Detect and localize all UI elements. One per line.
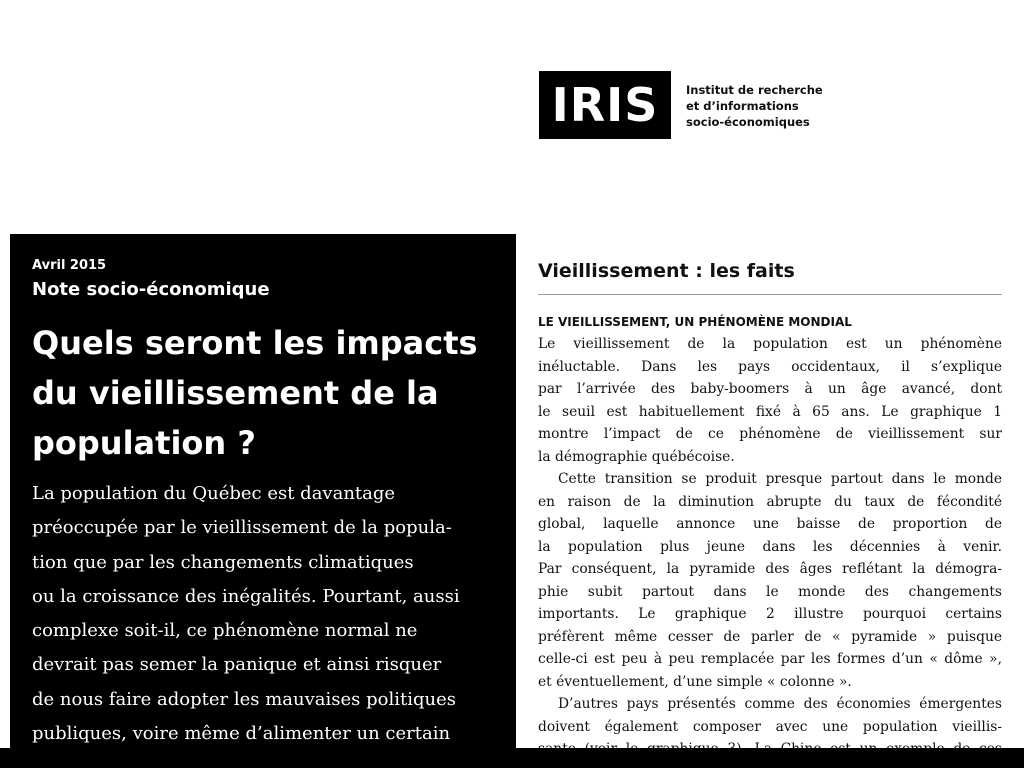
section-divider bbox=[538, 294, 1002, 295]
body-line: doivent également composer avec une population vieillis- bbox=[538, 718, 1002, 735]
body-line: la population plus jeune dans les décennies à venir. bbox=[538, 538, 1002, 555]
lead-line: La population du Québec est davantage bbox=[32, 483, 396, 504]
lead-paragraph bbox=[32, 477, 512, 751]
section-subheading: LE VIEILLISSEMENT, UN PHÉNOMÈNE MONDIAL bbox=[538, 315, 852, 329]
lead-line: devrait pas semer la panique et ainsi risquer bbox=[32, 654, 442, 676]
title-line: du vieillissement de la bbox=[32, 374, 439, 412]
body-line: Le vieillissement de la population est un phénomène bbox=[538, 336, 1002, 352]
body-line: D’autres pays présentés comme des économies émergentes bbox=[558, 696, 1002, 712]
lead-line: tion que par les changements climatiques bbox=[32, 551, 414, 573]
logo-tagline-line: socio-économiques bbox=[686, 115, 810, 129]
body-line: la démographie québécoise. bbox=[538, 448, 735, 465]
body-line: préfèrent même cesser de parler de « pyramide » puisque bbox=[538, 628, 1002, 645]
body-line: phie subit partout dans le monde des changements bbox=[538, 583, 1002, 600]
body-line: celle-ci est peu à peu remplacée par les formes d’un « dôme », bbox=[538, 651, 1002, 667]
logo-mark: IRIS bbox=[551, 78, 659, 132]
lead-line: complexe soit-il, ce phénomène normal ne bbox=[32, 620, 418, 642]
title-line: population ? bbox=[32, 424, 256, 462]
page-title bbox=[32, 318, 512, 468]
body-line: Cette transition se produit presque partout dans le monde bbox=[558, 471, 1002, 487]
publication-date: Avril 2015 bbox=[32, 258, 107, 273]
body-line: montre l’impact de ce phénomène de vieillissement sur bbox=[538, 426, 1002, 442]
body-line: et éventuellement, d’une simple « colonne ». bbox=[538, 673, 852, 690]
body-line: en raison de la diminution abrupte du taux de fécondité bbox=[538, 493, 1002, 510]
body-line: inéluctable. Dans les pays occidentaux, il s’explique bbox=[538, 358, 1002, 375]
lead-line: préoccupée par le vieillissement de la popula- bbox=[32, 517, 452, 539]
logo-tagline bbox=[686, 82, 823, 130]
body-line: Par conséquent, la pyramide des âges reflétant la démogra- bbox=[538, 561, 1002, 577]
publication-series: Note socio-économique bbox=[32, 279, 270, 300]
bottom-bar bbox=[0, 748, 1024, 768]
article-body bbox=[538, 333, 1002, 761]
iris-logo bbox=[539, 71, 671, 139]
title-line: Quels seront les impacts bbox=[32, 324, 478, 362]
body-line: global, laquelle annonce une baisse de proportion de bbox=[538, 516, 1002, 532]
section-title: Vieillissement : les faits bbox=[538, 260, 795, 282]
lead-line: publiques, voire même d’alimenter un certain bbox=[32, 723, 451, 745]
body-line: le seuil est habituellement fixé à 65 ans. Le graphique 1 bbox=[538, 403, 1002, 420]
body-line: par l’arrivée des baby-boomers à un âge avancé, dont bbox=[538, 381, 1002, 397]
logo-tagline-line: et d’informations bbox=[686, 99, 799, 113]
body-line: importants. Le graphique 2 illustre pourquoi certains bbox=[538, 606, 1002, 622]
logo-tagline-line: Institut de recherche bbox=[686, 83, 823, 97]
cover-panel bbox=[10, 234, 516, 754]
lead-line: ou la croissance des inégalités. Pourtant, aussi bbox=[32, 585, 460, 607]
lead-line: de nous faire adopter les mauvaises politiques bbox=[32, 688, 456, 710]
